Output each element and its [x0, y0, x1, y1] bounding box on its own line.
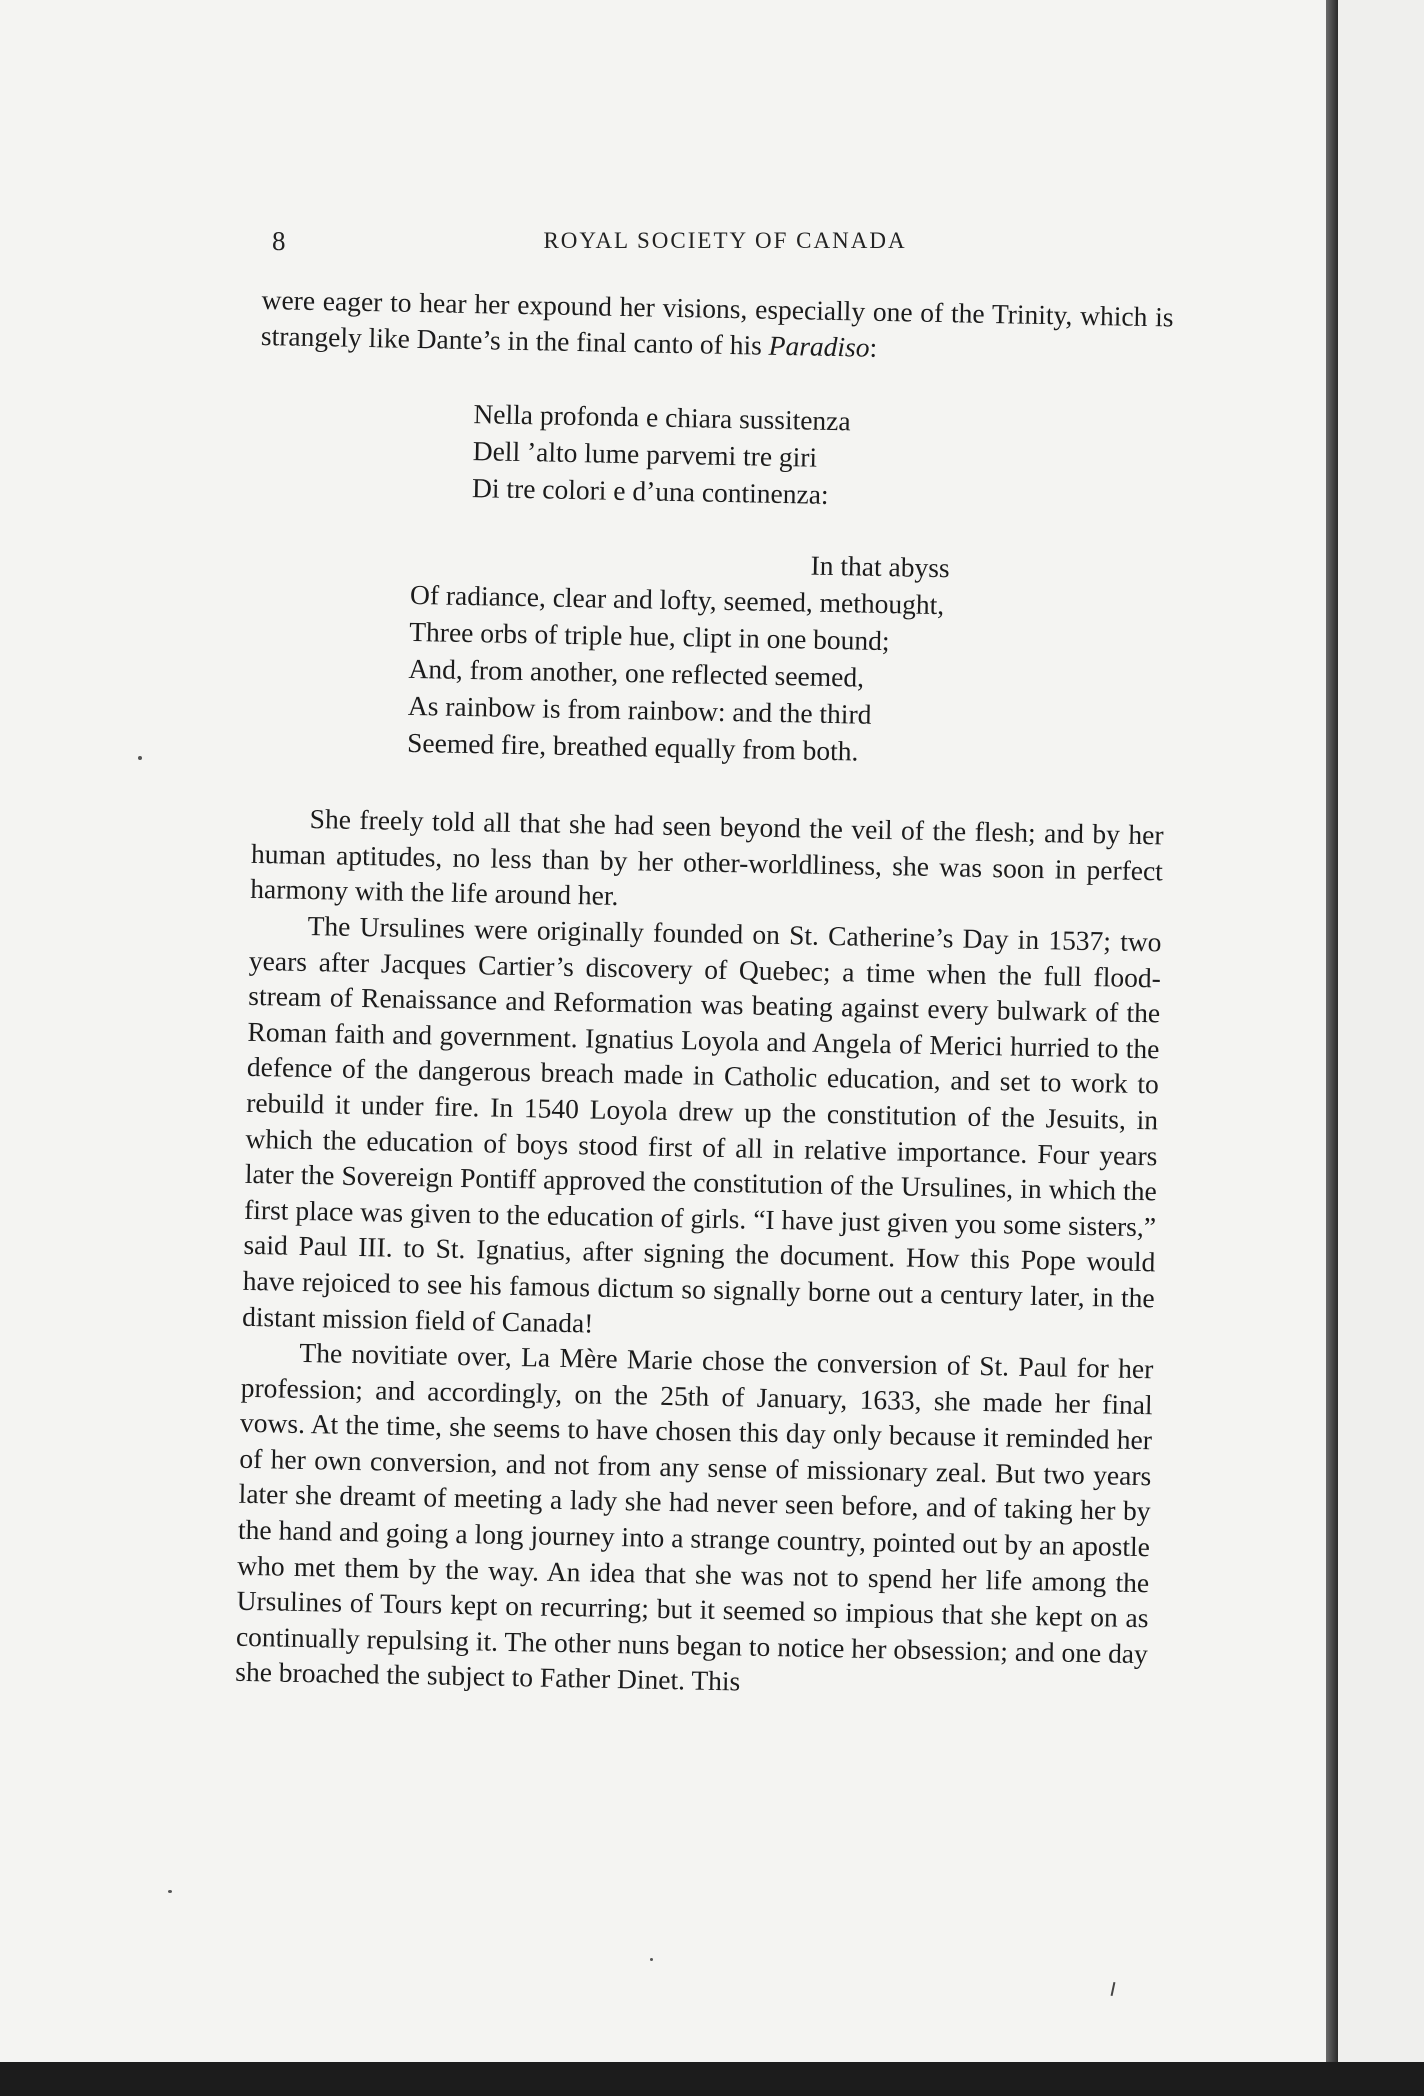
verse-line: Nella profonda e chiara sussitenza [473, 398, 851, 437]
scan-mark [1111, 1982, 1116, 1996]
body-text [235, 282, 1174, 1707]
scan-speck [138, 756, 142, 760]
italian-verse [472, 395, 1172, 519]
verse-line: Of radiance, clear and lofty, seemed, methought, [409, 579, 945, 621]
verse-line: As rainbow is from rainbow: and the third [407, 690, 872, 730]
verse-line: Three orbs of triple hue, clipt in one bound; [409, 616, 890, 657]
paragraph: The novitiate over, La Mère Marie chose the conversion of St. Paul for her profession; and accordingly, on the 25th of January, 1633, she made her final vows. At the time, she seems to have chosen this day only because it reminded her of her own conversion, and not from any sense of missionary zeal. But two years later she dreamt of meeting a lady she had never seen before, and of taking her by the hand and going a long journey into a strange country, pointed out by an apostle who met them by the way. An idea that she was not to spend her life among the Ursulines of Tours kept on recurring; but it seemed so impious that she kept on as continually repulsing it. The other nuns began to notice her obsession; and one day she broached the subject to Father Dinet. This [235, 1337, 1154, 1697]
page-gutter-edge [1326, 0, 1338, 2062]
facing-page-strip [1338, 0, 1424, 2062]
verse-line: And, from another, one reflected seemed, [408, 653, 865, 693]
intro-italic-title: Paradiso [768, 329, 870, 363]
intro-text-end: : [869, 331, 878, 363]
intro-text: were eager to hear her expound her visions, especially one of the Trinity, which is strangely like Dante’s in the final canto of his [260, 283, 1174, 361]
verse-line: Dell ’alto lume parvemi tre giri [472, 435, 818, 473]
page-header [270, 226, 1180, 266]
paragraph: The Ursulines were originally founded on St. Catherine’s Day in 1537; two years after Jacques Cartier’s discovery of Quebec; a time when the full flood-stream of Renaissance and Reformation was beating against every bulwark of the Roman faith and government. Ignatius Loyola and Angela of Merici hurried to the defence of the dangerous breach made in Catholic education, and set to work to rebuild it under fire. In 1540 Loyola drew up the constitution of the Jesuits, in which the education of boys stood first of all in relative importance. Four years later the Sovereign Pontiff approved the constitution of the Ursulines, in which the first place was given to the education of girls. “I have just given you some sisters,” said Paul III. to St. Ignatius, after signing the document. How this Pope would have rejoiced to see his famous dictum so signally borne out a century later, in the distant mission field of Canada! [241, 909, 1162, 1339]
verse-line: In that abyss [810, 549, 950, 584]
page-number: 8 [272, 226, 286, 256]
scan-speck [650, 1958, 653, 1961]
verse-line: Seemed fire, breathed equally from both. [406, 727, 859, 767]
scan-bottom-border [0, 2062, 1424, 2096]
verse-line: Di tre colori e d’una continenza: [471, 472, 829, 511]
running-head: ROYAL SOCIETY OF CANADA [543, 228, 907, 253]
paragraph: She freely told all that she had seen beyond the veil of the flesh; and by her human aptitudes, no less than by her other-worldliness, she was soon in perfect harmony with the life around her. [250, 803, 1164, 912]
english-verse [407, 539, 1169, 776]
intro-paragraph [261, 282, 1174, 371]
scan-speck [168, 1890, 172, 1893]
